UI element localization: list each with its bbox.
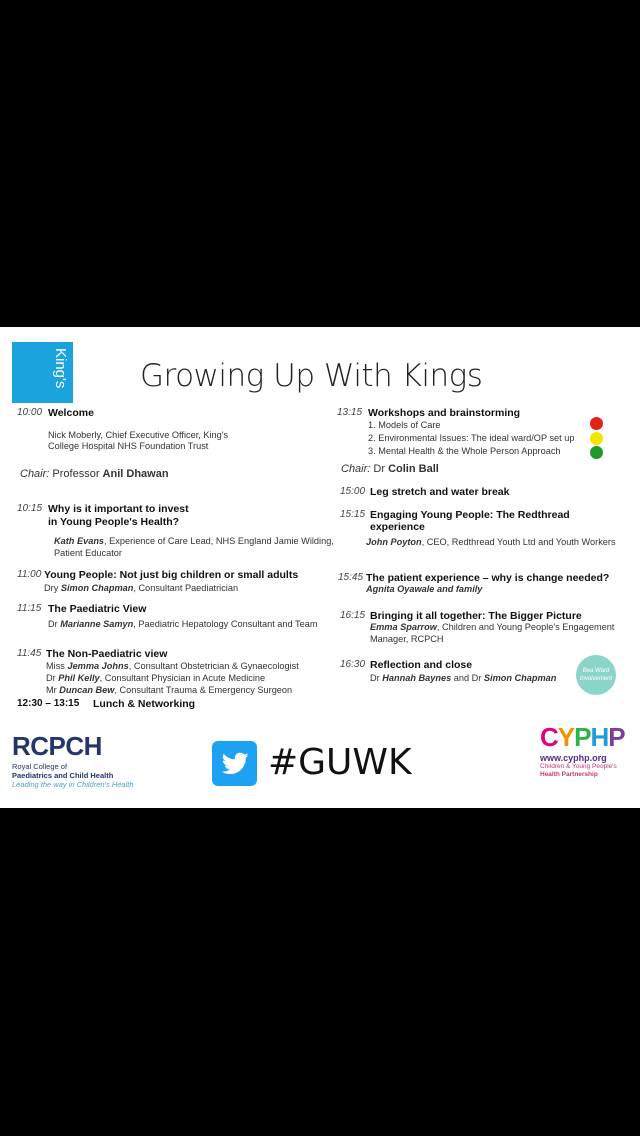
heading-patient-experience: The patient experience – why is change needed? [366,572,610,584]
patient-speaker [366,584,482,596]
speaker-name: Jemma Johns [67,661,129,671]
speaker-role: , CEO, Redthread Youth Ltd and Youth Workers [421,537,616,547]
heading-young-people: Young People: Not just big children or small adults [44,569,299,581]
rcpch-line-1: Royal College of [12,762,68,771]
speaker-role: , Children and Young People's Engagement [436,622,615,632]
speaker-role: , Consultant Obstetrician & Gynaecologist [128,661,299,671]
engaging-speaker [366,537,616,549]
time-1015: 10:15 [17,503,43,514]
cyphp-line-1: Children & Young People's [540,763,617,770]
speaker-name: Hannah Baynes [382,673,452,683]
green-traffic-light-icon [590,446,603,459]
heading-engaging-2: experience [370,521,425,533]
speaker-pre: Miss [46,661,65,671]
time-lunch: 12:30 – 13:15 [17,698,80,709]
heading-bigger-picture: Bringing it all together: The Bigger Picture [370,610,582,622]
speaker-pre: Dr [370,673,380,683]
heading-workshops: Workshops and brainstorming [368,407,521,419]
cyphp-line-2: Health Partnership [540,771,598,778]
speaker-name-2: Simon Chapman [483,673,557,683]
time-1630: 16:30 [340,659,366,670]
bigger-picture-line-2: Manager, RCPCH [370,634,444,644]
heading-lunch: Lunch & Networking [93,698,196,710]
chair-name: Anil Dhawan [102,468,169,480]
speaker-pre: Dr [48,619,58,629]
speaker-name: Agnita Oyawale and family [366,584,483,594]
chair-right [341,463,439,475]
non-paed-person-1 [46,661,299,673]
rcpch-logo [12,731,142,797]
workshop-item-1: 1. Models of Care [368,420,441,430]
speaker-role: , Consultant Paediatrician [133,583,239,593]
rcpch-tagline: Leading the way in Children's Health [12,780,134,789]
heading-invest-2: in Young People's Health? [48,516,180,528]
invest-line-2: Patient Educator [54,548,122,558]
time-1500: 15:00 [340,486,366,497]
kings-logo-text: King's [52,348,69,389]
speaker-pre: Mr [46,685,57,695]
cyphp-url: www.cyphp.org [540,753,607,763]
badge-text: Bea Ward Involvement [579,668,613,682]
twitter-bird-icon [212,741,257,786]
non-paed-person-2 [46,673,265,685]
speaker-pre: Dry [44,583,59,593]
hashtag: #GUWK [268,742,412,783]
bigger-picture-speaker [370,622,614,634]
reflection-speakers [370,673,556,685]
invest-speaker [54,536,334,548]
young-people-speaker [44,583,238,595]
chair-label: Chair: [341,463,371,475]
chair-pre: Dr [373,463,386,475]
time-1515: 15:15 [340,509,366,520]
speaker-name: Marianne Samyn [60,619,134,629]
heading-leg-stretch: Leg stretch and water break [370,486,510,498]
time-1000: 10:00 [17,407,43,418]
speaker-role: , Experience of Care Lead, NHS England Jamie Wilding, [104,536,334,546]
chair-left [20,468,169,480]
heading-non-paediatric: The Non-Paediatric view [46,648,168,660]
rcpch-wordmark: RCPCH [12,731,102,761]
speaker-name: Simon Chapman [60,583,134,593]
rcpch-line-2: Paediatrics and Child Health [12,771,114,780]
speaker-name: Emma Sparrow [370,622,437,632]
time-1545: 15:45 [338,572,364,583]
speaker-name: Kath Evans [54,536,105,546]
chair-name: Colin Ball [388,463,439,475]
cyphp-logo [540,722,630,792]
heading-reflection: Reflection and close [370,659,473,671]
speaker-join: and Dr [451,673,484,683]
time-1115: 11:15 [17,603,42,614]
speaker-name: John Poyton [366,537,422,547]
time-1100: 11:00 [17,569,42,580]
chair-pre: Professor [52,468,100,480]
speaker-name: Duncan Bew [59,685,115,695]
speaker-name: Phil Kelly [58,673,100,683]
kings-logo [12,342,73,403]
welcome-line-2: College Hospital NHS Foundation Trust [48,441,209,451]
time-1315: 13:15 [337,407,363,418]
speaker-role: , Consultant Physician in Acute Medicine [99,673,266,683]
cyphp-wordmark: CYPHP [540,722,625,752]
page-title: Growing Up With Kings [140,358,483,394]
workshop-item-2: 2. Environmental Issues: The ideal ward/OP set up [368,433,575,443]
time-1145: 11:45 [17,648,42,659]
workshop-item-3: 3. Mental Health & the Whole Person Approach [368,446,561,456]
non-paed-person-3 [46,685,292,697]
yellow-traffic-light-icon [590,432,603,445]
paediatric-speaker [48,619,317,631]
chair-label: Chair: [20,468,50,480]
bea-ward-badge-logo [576,655,616,695]
speaker-role: , Consultant Trauma & Emergency Surgeon [114,685,293,695]
welcome-line-1: Nick Moberly, Chief Executive Officer, King's [48,430,229,440]
speaker-role: , Paediatric Hepatology Consultant and Team [133,619,318,629]
speaker-pre: Dr [46,673,56,683]
time-1615: 16:15 [340,610,366,621]
red-traffic-light-icon [590,417,603,430]
heading-invest-1: Why is it important to invest [48,503,189,515]
agenda-slide [0,327,640,808]
heading-welcome: Welcome [48,407,94,419]
heading-paediatric-view: The Paediatric View [48,603,147,615]
heading-engaging-1: Engaging Young People: The Redthread [370,509,570,521]
